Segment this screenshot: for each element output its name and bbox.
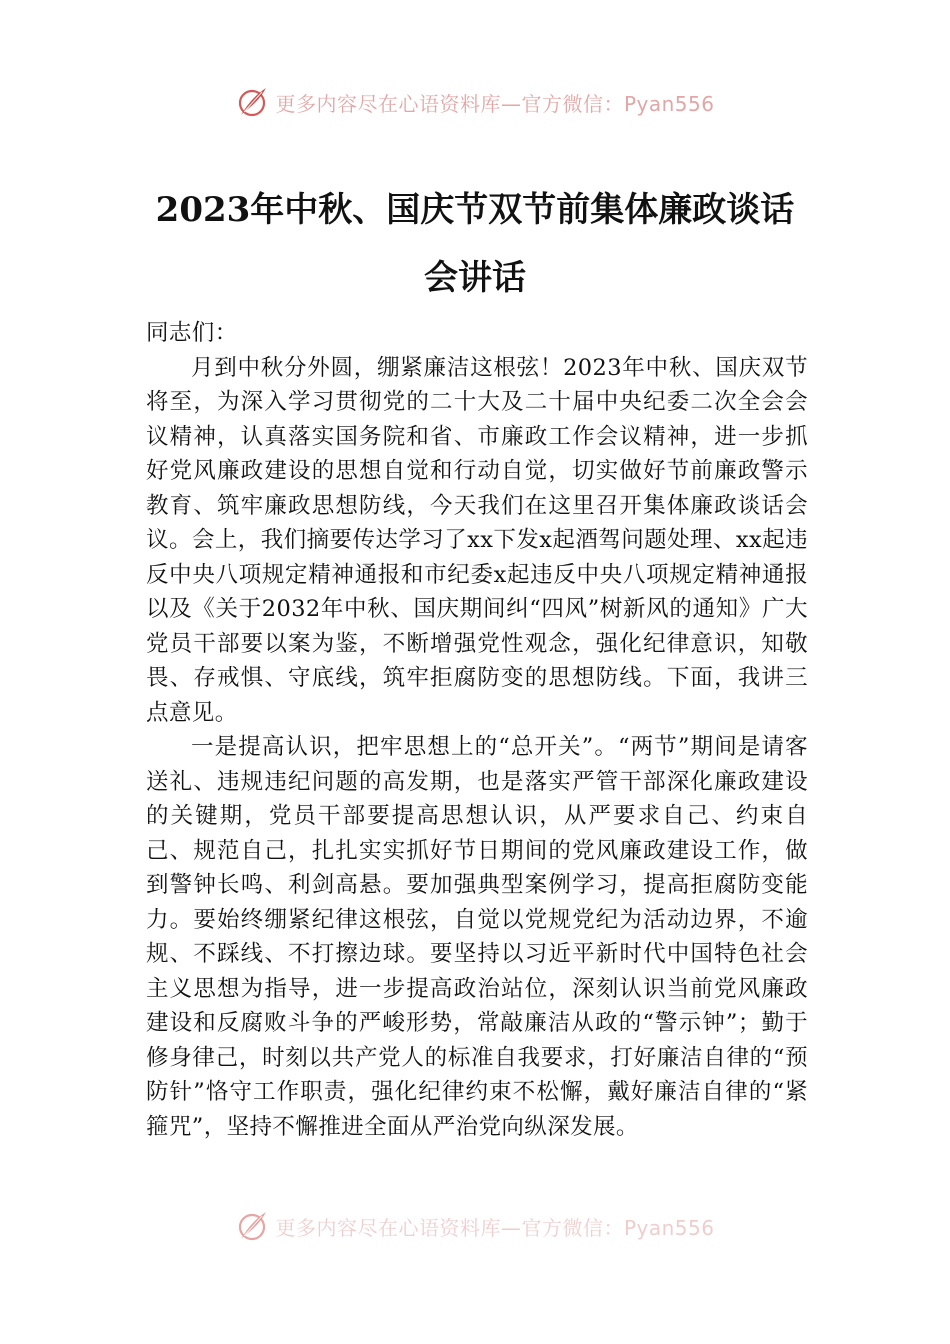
quill-logo-icon <box>235 85 269 119</box>
document-title-line-2: 会讲话 <box>424 258 526 298</box>
paragraph-intro: 月到中秋分外圆，绷紧廉洁这根弦！2023年中秋、国庆双节将至，为深入学习贯彻党的二十大及二十届中央纪委二次全会会议精神，认真落实国务院和省、市廉政工作会议精神，进一步抓好党风廉政建设的思想自觉和行动自觉，切实做好节前廉政警示教育、筑牢廉政思想防线，今天我们在这里召开集体廉政谈话会议。会上，我们摘要传达学习了xx下发x起酒驾问题处理、xx起违反中央八项规定精神通报和市纪委x起违反中央八项规定精神通报以及《关于2032年中秋、国庆期间纠“四风”树新风的通知》广大党员干部要以案为鉴，不断增强党性观念，强化纪律意识，知敬畏、存戒惧、守底线，筑牢拒腐防变的思想防线。下面，我讲三点意见。 <box>146 354 808 726</box>
paragraph-point-one: 一是提高认识，把牢思想上的“总开关”。“两节”期间是请客送礼、违规违纪问题的高发期，也是落实严管干部深化廉政建设的关键期，党员干部要提高思想认识，从严要求自己、约束自己、规范自己，扎扎实实抓好节日期间的党风廉政建设工作，做到警钟长鸣、利剑高悬。要加强典型案例学习，提高拒腐防变能力。要始终绷紧纪律这根弦，自觉以党规党纪为活动边界，不逾规、不踩线、不打擦边球。要坚持以习近平新时代中国特色社会主义思想为指导，进一步提高政治站位，深刻认识当前党风廉政建设和反腐败斗争的严峻形势，常敲廉洁从政的“警示钟”；勤于修身律己，时刻以共产党人的标准自我要求，打好廉洁自律的“预防针”恪守工作职责，强化纪律约束不松懈，戴好廉洁自律的“紧箍咒”，坚持不懈推进全面从严治党向纵深发展。 <box>146 734 808 1140</box>
document-title-line-1: 2023年中秋、国庆节双节前集体廉政谈话 <box>155 190 795 230</box>
watermark-text: 更多内容尽在心语资料库—官方微信：Pyan556 <box>275 1215 715 1240</box>
footer-watermark <box>0 1206 950 1246</box>
salutation: 同志们： <box>146 320 238 346</box>
header-watermark <box>0 82 950 122</box>
watermark-text: 更多内容尽在心语资料库—官方微信：Pyan556 <box>275 91 715 116</box>
quill-logo-icon <box>235 1209 269 1243</box>
document-body <box>146 316 808 1144</box>
